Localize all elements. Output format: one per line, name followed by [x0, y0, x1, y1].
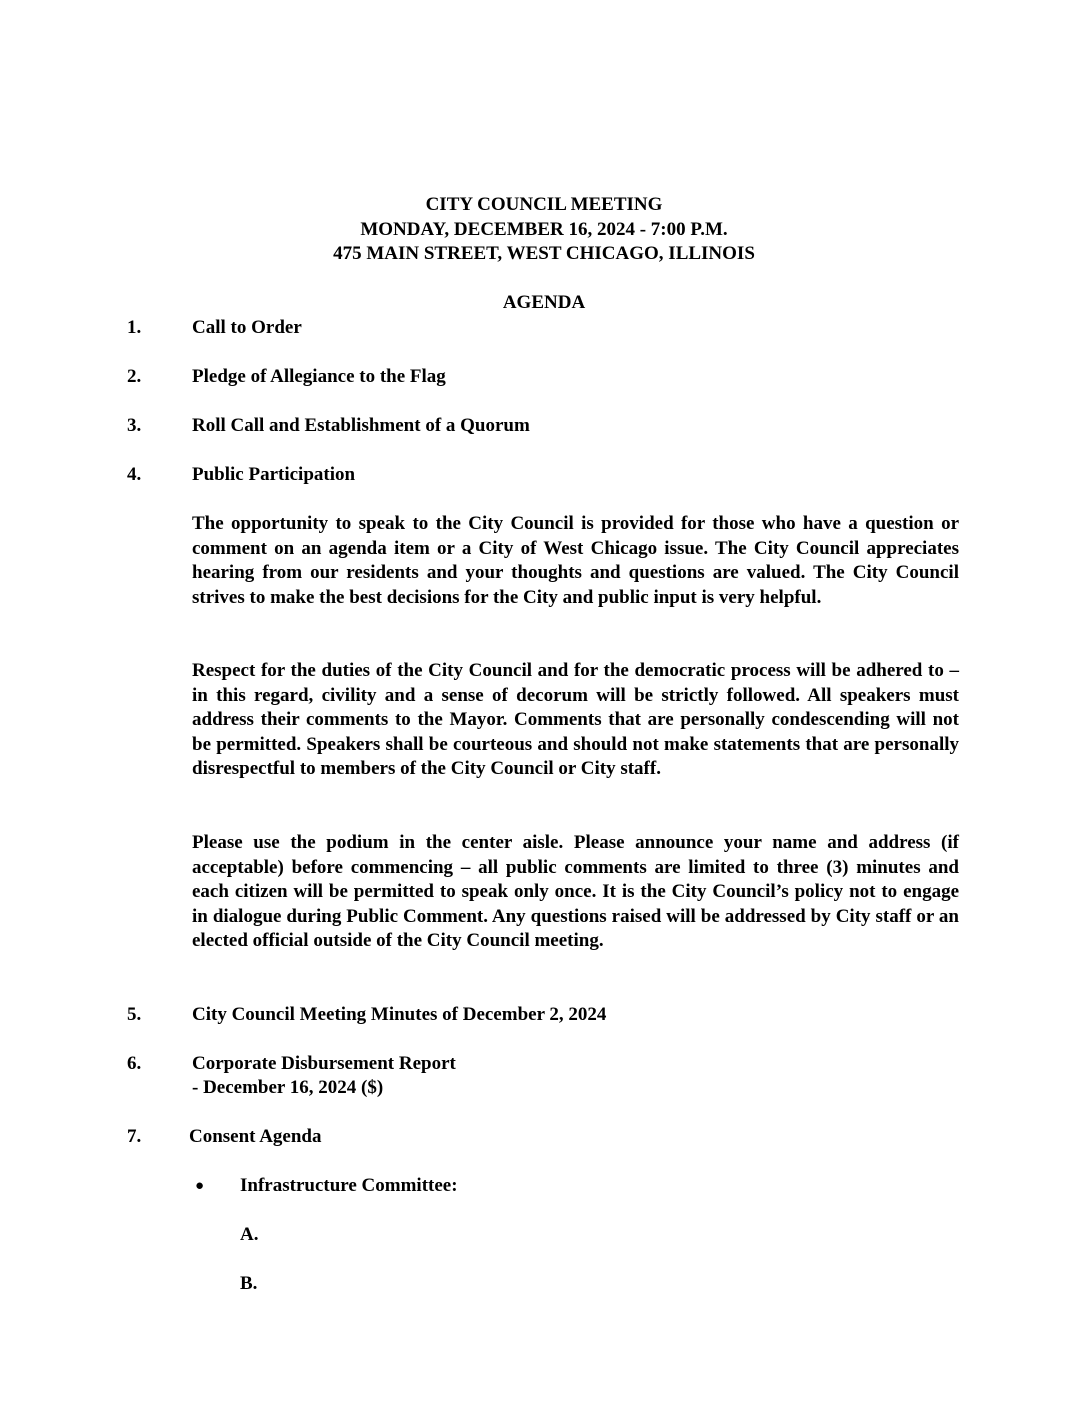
- item-number-5: 5.: [127, 1004, 142, 1025]
- item-number-2: 2.: [127, 366, 142, 387]
- item-title-2: Pledge of Allegiance to the Flag: [192, 366, 446, 387]
- public-participation-paragraph-2: Respect for the duties of the City Council and for the democratic process will be adhered to – in this regard, civility and a sense of decorum will be strictly followed. All speakers must address their comments to the Mayor. Comments that are personally condescending will not be permitted. Speakers shall be courteous and should not make statements that are personally disrespectful to members of the City Council or City staff.: [192, 660, 959, 779]
- meeting-title: CITY COUNCIL MEETING: [425, 194, 663, 215]
- public-participation-paragraph-3: Please use the podium in the center aisle. Please announce your name and address (if acceptable) before commencing – all public comments are limited to three (3) minutes and each citizen will be permitted to speak only once. It is the City Council’s policy not to engage in dialogue during Public Comment. Any questions raised will be addressed by City staff or an elected official outside of the City Council meeting.: [192, 832, 959, 951]
- bullet-icon: ●: [195, 1178, 205, 1194]
- item-number-4: 4.: [127, 464, 142, 485]
- committee-name: Infrastructure Committee:: [240, 1175, 458, 1196]
- consent-sub-item-b: B.: [240, 1273, 258, 1294]
- item-number-1: 1.: [127, 317, 142, 338]
- item-title-3: Roll Call and Establishment of a Quorum: [192, 415, 530, 436]
- meeting-date-time: MONDAY, DECEMBER 16, 2024 - 7:00 P.M.: [360, 218, 728, 240]
- meeting-address: 475 MAIN STREET, WEST CHICAGO, ILLINOIS: [333, 243, 755, 264]
- item-number-6: 6.: [127, 1053, 142, 1074]
- item-subtitle-6: - December 16, 2024 ($): [192, 1077, 384, 1098]
- item-title-6: Corporate Disbursement Report: [192, 1053, 456, 1074]
- meeting-header: [0, 193, 1088, 267]
- agenda-heading: AGENDA: [502, 292, 586, 313]
- consent-sub-item-a: A.: [240, 1224, 259, 1245]
- item-number-3: 3.: [127, 415, 142, 436]
- public-participation-paragraph-1: The opportunity to speak to the City Council is provided for those who have a question or comment on an agenda item or a City of West Chicago issue. The City Council appreciates hearing from our residents and your thoughts and questions are valued. The City Council strives to make the best decisions for the City and public input is very helpful.: [192, 513, 959, 608]
- item-number-7: 7.: [127, 1126, 142, 1147]
- item-title-7: Consent Agenda: [189, 1126, 322, 1147]
- item-title-5: City Council Meeting Minutes of December 2, 2024: [192, 1004, 607, 1025]
- item-title-4: Public Participation: [192, 464, 356, 485]
- item-title-1: Call to Order: [192, 317, 302, 338]
